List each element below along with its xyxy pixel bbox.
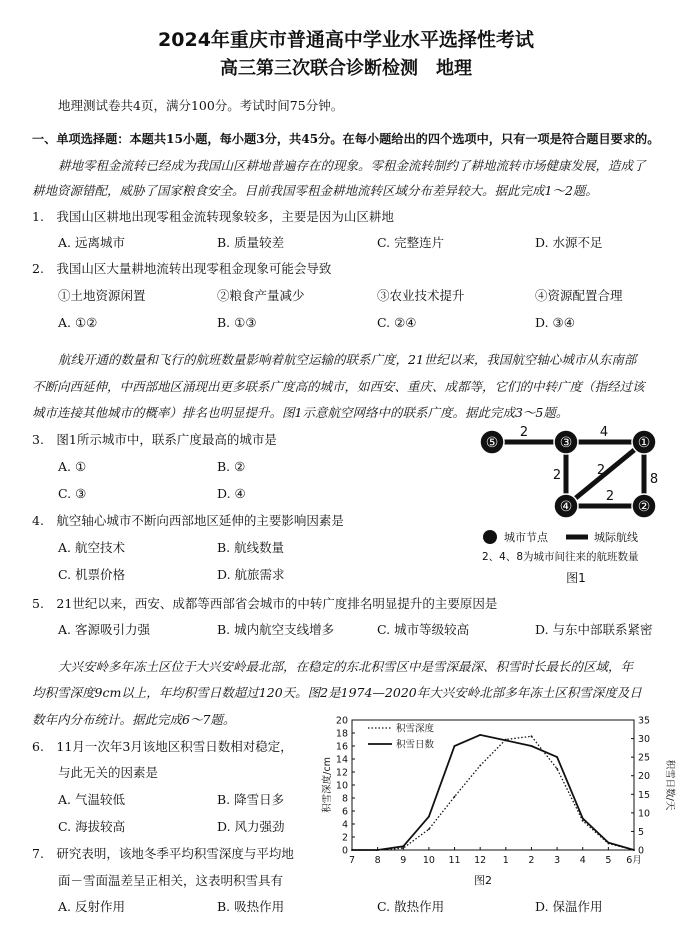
data-point xyxy=(633,849,635,851)
data-point xyxy=(402,845,404,847)
option-a: A. 航空技术 xyxy=(58,540,125,555)
passage-line: 均积雪深度9cm以上，年均积雪日数超过120天。图2是1974—2020年大兴安岭北部多年冻土区积雪深度及日 xyxy=(32,685,642,700)
section-heading: 一、单项选择题：本题共15小题，每小题3分，共45分。在每小题给出的四个选项中，只有一项是符合题目要求的。 xyxy=(32,132,660,146)
node-label-3: ③ xyxy=(559,435,573,451)
y-right-tick-label: 0 xyxy=(638,845,645,857)
figure2-snow-chart xyxy=(318,712,680,892)
data-point xyxy=(531,735,533,737)
x-tick-label: 8 xyxy=(374,855,381,866)
edge-label: 4 xyxy=(599,425,609,440)
y-left-tick-label: 2 xyxy=(341,832,348,844)
exam-info: 地理测试卷共4页，满分100分。考试时间75分钟。 xyxy=(58,98,344,113)
passage-line: 大兴安岭多年冻土区位于大兴安岭最北部，在稳定的东北积雪区中是雪深最深、积雪时长最长的区域，年 xyxy=(58,659,634,674)
x-tick-label: 2 xyxy=(528,855,535,866)
question-stem: 3. 图1所示城市中，联系广度最高的城市是 xyxy=(32,432,277,447)
x-tick-label: 7 xyxy=(348,855,356,866)
passage-line: 耕地资源错配，威胁了国家粮食安全。目前我国零租金耕地流转区域分布差异较大。据此完成1～2题。 xyxy=(32,183,598,198)
option-d: D. ④ xyxy=(217,486,246,501)
statement-3: ③农业技术提升 xyxy=(377,288,465,303)
question-stem: 6. 11月一次年3月该地区积雪日数相对稳定， xyxy=(32,739,293,754)
data-point xyxy=(505,740,507,742)
statement-2: ②粮食产量减少 xyxy=(217,288,305,303)
option-c: C. 城市等级较高 xyxy=(377,622,470,637)
option-a: A. 客源吸引力强 xyxy=(58,622,150,637)
option-b: B. 降雪日多 xyxy=(217,792,285,807)
option-a: A. 气温较低 xyxy=(58,792,125,807)
y-left-tick-label: 20 xyxy=(335,715,348,727)
option-a: A. ①② xyxy=(58,315,98,330)
passage-line: 数年内分布统计。据此完成6～7题。 xyxy=(32,712,236,727)
y-right-tick-label: 25 xyxy=(638,752,651,764)
data-point xyxy=(531,745,533,747)
option-d: D. ③④ xyxy=(535,315,575,330)
data-point xyxy=(582,818,584,820)
option-c: C. 机票价格 xyxy=(58,567,126,582)
question-stem: 与此无关的因素是 xyxy=(58,765,159,780)
option-d: D. 保温作用 xyxy=(535,899,603,914)
x-tick-label: 4 xyxy=(579,855,586,866)
x-tick-label: 10 xyxy=(422,855,435,866)
option-b: B. 城内航空支线增多 xyxy=(217,622,335,637)
figure1-caption: 图1 xyxy=(566,571,586,585)
option-b: B. ② xyxy=(217,459,246,474)
data-point xyxy=(402,847,404,849)
edge-label: 8 xyxy=(649,472,659,487)
question-stem: 5. 21世纪以来，西安、成都等西部省会城市的中转广度排名明显提升的主要原因是 xyxy=(32,596,498,611)
legend-node-symbol xyxy=(483,530,497,544)
x-tick-label: 9 xyxy=(400,855,407,866)
data-point xyxy=(377,849,379,851)
y-left-tick-label: 18 xyxy=(335,728,348,740)
plot-frame xyxy=(352,720,634,850)
edge-label: 2 xyxy=(552,468,562,483)
y-left-tick-label: 16 xyxy=(335,741,348,753)
legend-route-label: 城际航线 xyxy=(594,531,638,544)
passage-line: 航线开通的数量和飞行的航班数量影响着航空运输的联系广度，21世纪以来，我国航空轴心城市从东南部 xyxy=(58,352,637,367)
option-b: B. 质量较差 xyxy=(217,235,285,250)
exam-subtitle: 高三第三次联合诊断检测 地理 xyxy=(220,58,472,79)
y-left-tick-label: 6 xyxy=(341,806,348,818)
edge-label: 2 xyxy=(519,425,529,440)
figure1-note: 2、4、8为城市间往来的航班数量 xyxy=(482,551,639,563)
node-label-1: ① xyxy=(637,435,651,451)
legend-label: 积雪深度 xyxy=(396,723,435,735)
chart-caption: 图2 xyxy=(474,874,492,887)
question-stem: 2. 我国山区大量耕地流转出现零租金现象可能会导致 xyxy=(32,261,332,276)
question-stem: 面－雪面温差呈正相关，这表明积雪具有 xyxy=(58,873,284,888)
node-label-5: ⑤ xyxy=(485,435,499,451)
option-a: A. 反射作用 xyxy=(58,899,125,914)
question-stem: 4. 航空轴心城市不断向西部地区延伸的主要影响因素是 xyxy=(32,513,344,528)
option-a: A. ① xyxy=(58,459,87,474)
edge-label: 2 xyxy=(605,489,615,504)
option-d: D. 与东中部联系紧密 xyxy=(535,622,653,637)
passage-line: 耕地零租金流转已经成为我国山区耕地普遍存在的现象。零租金流转制约了耕地流转市场健康发展，造成了 xyxy=(58,158,646,173)
y-right-tick-label: 5 xyxy=(638,826,645,838)
y-right-tick-label: 15 xyxy=(638,789,651,801)
x-tick-label: 3 xyxy=(554,855,561,866)
y-left-axis-label: 积雪深度/cm xyxy=(322,757,333,813)
option-d: D. 风力强劲 xyxy=(217,819,285,834)
node-label-2: ② xyxy=(637,499,651,515)
option-a: A. 远离城市 xyxy=(58,235,125,250)
option-c: C. ③ xyxy=(58,486,87,501)
y-left-tick-label: 4 xyxy=(341,819,348,831)
option-b: B. 航线数量 xyxy=(217,540,285,555)
option-c: C. 散热作用 xyxy=(377,899,445,914)
passage-line: 不断向西延伸，中西部地区涌现出更多联系广度高的城市，如西安、重庆、成都等，它们的中转广度（指经过该 xyxy=(32,379,645,394)
question-stem: 7. 研究表明，该地冬季平均积雪深度与平均地 xyxy=(32,846,294,861)
node-label-4: ④ xyxy=(559,499,573,515)
y-right-tick-label: 20 xyxy=(638,771,651,783)
statement-4: ④资源配置合理 xyxy=(535,288,623,303)
option-d: D. 水源不足 xyxy=(535,235,603,250)
option-b: B. 吸热作用 xyxy=(217,899,285,914)
legend-node-label: 城市节点 xyxy=(504,531,548,544)
x-tick-label: 5 xyxy=(605,855,612,866)
data-point xyxy=(454,745,456,747)
edge-label: 2 xyxy=(596,463,606,478)
legend-label: 积雪日数 xyxy=(396,739,435,751)
data-point xyxy=(479,765,481,767)
option-c: C. 完整连片 xyxy=(377,235,445,250)
data-point xyxy=(454,796,456,798)
data-point xyxy=(479,734,481,736)
option-b: B. ①③ xyxy=(217,315,257,330)
statement-1: ①土地资源闲置 xyxy=(58,288,146,303)
option-c: C. ②④ xyxy=(377,315,417,330)
data-point xyxy=(351,849,353,851)
x-tick-label: 12 xyxy=(474,855,487,866)
option-d: D. 航旅需求 xyxy=(217,567,285,582)
data-point xyxy=(428,828,430,830)
exam-title: 2024年重庆市普通高中学业水平选择性考试 xyxy=(158,29,534,51)
x-tick-label: 11 xyxy=(448,855,461,866)
data-point xyxy=(556,756,558,758)
option-c: C. 海拔较高 xyxy=(58,819,126,834)
y-right-tick-label: 10 xyxy=(638,808,651,820)
figure1-network-diagram xyxy=(460,420,685,590)
x-tick-label: 6月 xyxy=(626,855,642,866)
data-point xyxy=(608,842,610,844)
question-stem: 1. 我国山区耕地出现零租金流转现象较多，主要是因为山区耕地 xyxy=(32,209,394,224)
y-left-tick-label: 12 xyxy=(335,767,348,779)
data-point xyxy=(556,768,558,770)
y-right-tick-label: 30 xyxy=(638,734,651,746)
y-right-axis-label: 积雪日数/天 xyxy=(664,759,675,811)
y-right-tick-label: 35 xyxy=(638,715,651,727)
y-left-tick-label: 0 xyxy=(341,845,348,857)
passage-line: 城市连接其他城市的概率）排名也明显提升。图1示意航空网络中的联系广度。据此完成3～5题。 xyxy=(32,405,569,420)
y-left-tick-label: 10 xyxy=(335,780,348,792)
x-tick-label: 1 xyxy=(502,855,509,866)
y-left-tick-label: 14 xyxy=(335,754,348,766)
series-line-snow-depth xyxy=(352,736,634,850)
data-point xyxy=(428,816,430,818)
y-left-tick-label: 8 xyxy=(341,793,348,805)
